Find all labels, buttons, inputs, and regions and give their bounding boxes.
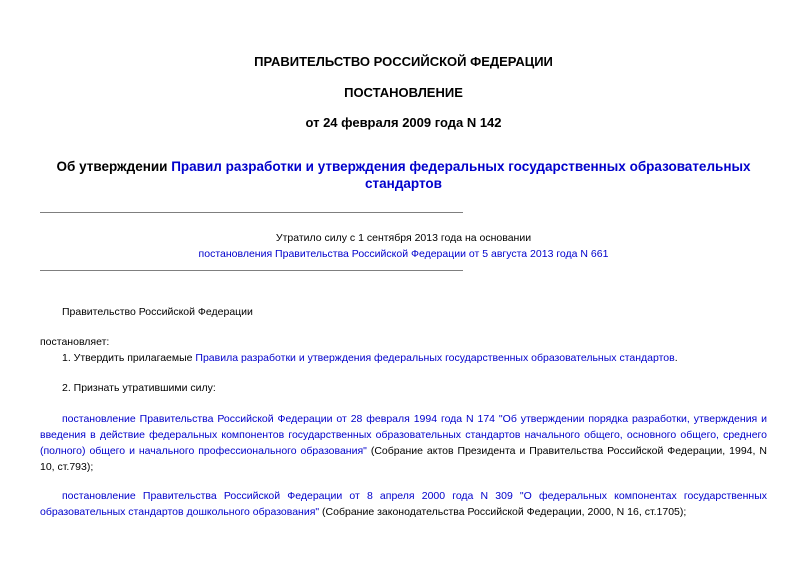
status-note: Утратило силу с 1 сентября 2013 года на основании — [275, 232, 532, 244]
repealed-ref-2-source: (Собрание законодательства Российской Федерации, 2000, N 16, ст.1705); — [319, 506, 687, 518]
item-1-suffix: . — [674, 352, 678, 364]
repealed-ref-1 — [40, 411, 767, 475]
repealed-ref-2 — [40, 488, 767, 520]
title-rules-link[interactable]: Правил разработки и утверждения федеральных государственных образовательных стандартов — [171, 159, 751, 191]
item-1-prefix: 1. Утвердить прилагаемые — [62, 352, 196, 364]
bottom-divider — [40, 270, 463, 271]
repealed-ref-1-link[interactable]: постановление Правительства Российской Федерации от 28 февраля 1994 года N 174 "Об утверждении порядка разработки, утверждения и введения в действие федеральных компонентов государственных образовательных стандартов начального общего, основного общего, среднего (полного) общего и начального профессионального образования" — [40, 413, 767, 457]
intro-text: Правительство Российской Федерации — [62, 306, 253, 318]
status-decree-link[interactable]: постановления Правительства Российской Федерации от 5 августа 2013 года N 661 — [198, 248, 609, 260]
item-1-rules-link[interactable]: Правила разработки и утверждения федеральных государственных образовательных стандартов — [195, 352, 675, 364]
item-1 — [62, 350, 678, 366]
document-type-heading: ПОСТАНОВЛЕНИЕ — [344, 85, 463, 100]
top-divider — [40, 212, 463, 213]
title-prefix: Об утверждении — [56, 159, 172, 174]
document-title — [40, 158, 767, 192]
repealed-ref-2-link[interactable]: постановление Правительства Российской Федерации от 8 апреля 2000 года N 309 "О федеральных компонентах государственных образовательных стандартов дошкольного образования" — [40, 490, 767, 518]
date-number-heading: от 24 февраля 2009 года N 142 — [305, 115, 502, 130]
item-2: 2. Признать утратившими силу: — [62, 382, 216, 394]
authority-heading: ПРАВИТЕЛЬСТВО РОССИЙСКОЙ ФЕДЕРАЦИИ — [254, 54, 553, 69]
repealed-ref-1-source: (Собрание актов Президента и Правительства Российской Федерации, 1994, N 10, ст.793); — [40, 445, 767, 473]
decree-text: постановляет: — [40, 336, 110, 348]
